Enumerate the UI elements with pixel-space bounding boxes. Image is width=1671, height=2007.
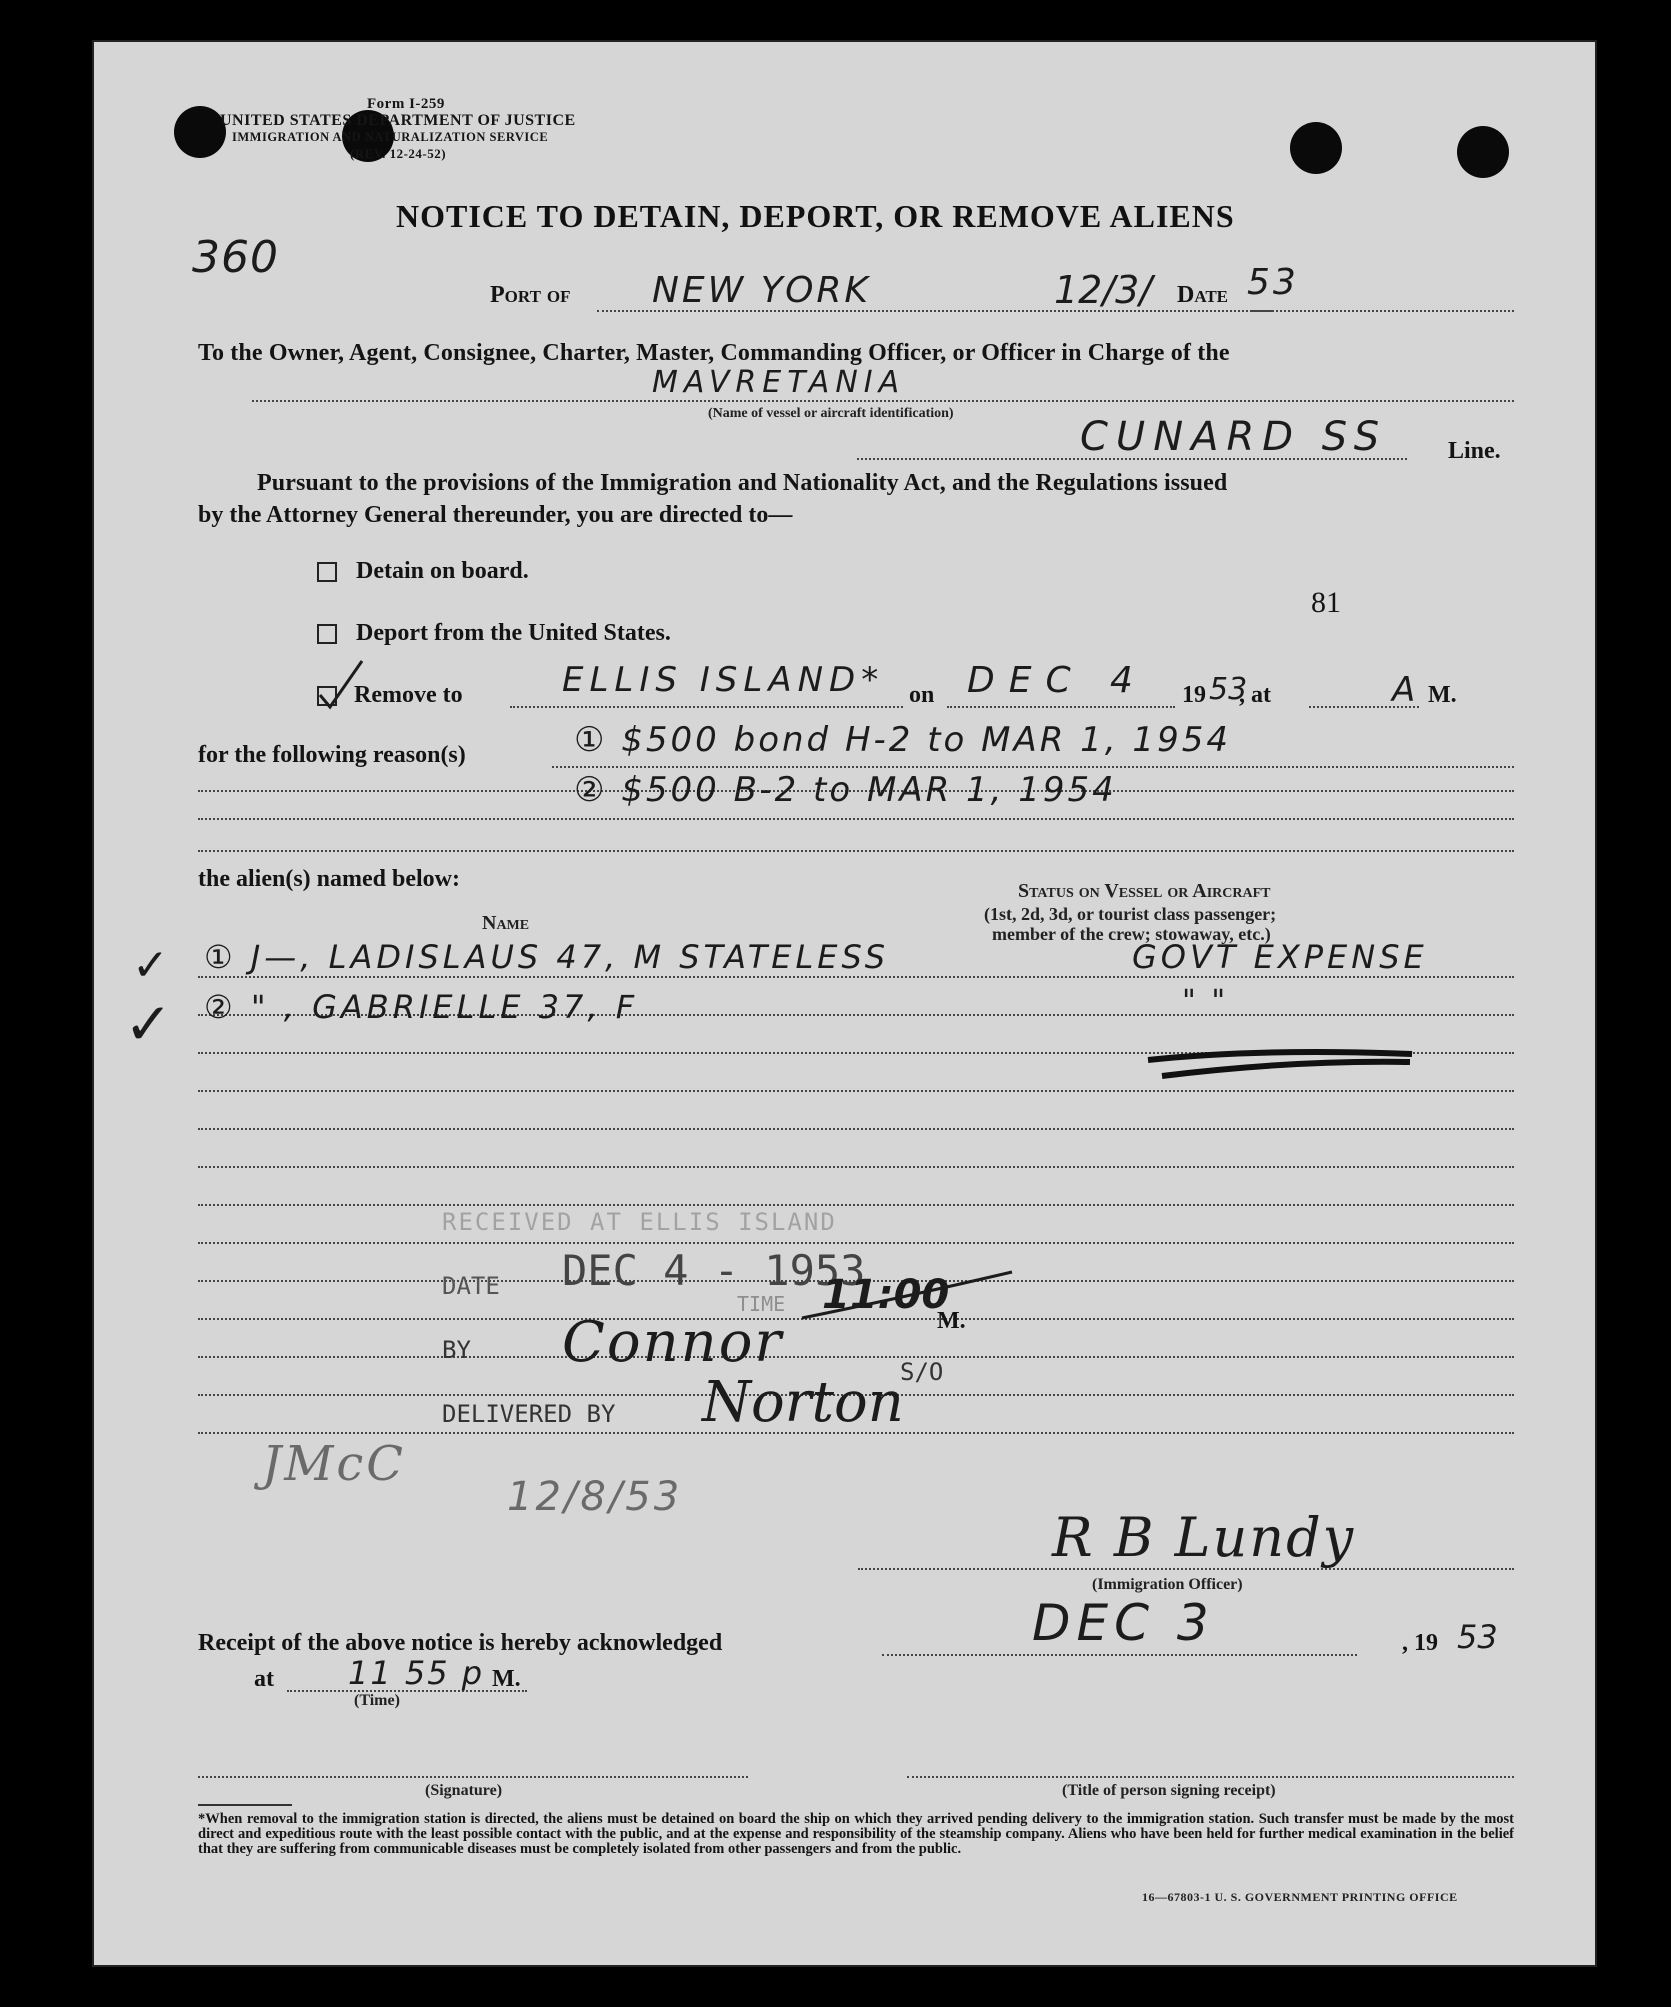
received-by-label: BY	[442, 1336, 471, 1364]
status-subheader-1: (1st, 2d, 3d, or tourist class passenger;	[984, 904, 1277, 924]
footnote-text: *When removal to the immigration station is directed, the aliens must be detained on board the ship on which they arrived pending delivery to the immigration station. Such transfer must be made by the most direct and expeditious route with the least possible contact with the public, and at the expense and responsibility of the steamship company. Aliens who have been held for further medical examination in the belief that they are suffering from communicable diseases must be completely isolated from other passengers and from the public.	[198, 1811, 1514, 1857]
margin-check-2: ✓	[124, 990, 176, 1058]
aliens-intro: the alien(s) named below:	[198, 866, 460, 892]
remove-date-line	[947, 706, 1175, 708]
receipt-year: 53	[1457, 1618, 1498, 1656]
receipt-title-caption: (Title of person signing receipt)	[1062, 1782, 1276, 1799]
reference-number: 81	[1311, 586, 1341, 619]
remove-year: 53	[1209, 672, 1248, 707]
received-by-signature: Connor	[562, 1310, 784, 1375]
receipt-date-line	[882, 1654, 1357, 1656]
line-label: Line.	[1448, 438, 1501, 464]
status-strike-scribble	[1142, 1040, 1422, 1090]
reason-line-4	[198, 850, 1514, 852]
agency-line-2: IMMIGRATION AND NATURALIZATION SERVICE	[232, 130, 549, 144]
line-company-value: CUNARD SS	[1080, 414, 1388, 460]
receipt-year-prefix: , 19	[1402, 1630, 1438, 1656]
receipt-time: 11 55 p	[348, 1654, 485, 1692]
receipt-m-label: M.	[492, 1666, 521, 1692]
received-date-label: DATE	[442, 1272, 500, 1300]
receipt-at-label: at	[254, 1666, 274, 1692]
remove-destination-line	[510, 706, 903, 708]
margin-check-1: ✓	[132, 940, 172, 991]
reason-line-3	[198, 818, 1514, 820]
date-label: Date	[1177, 282, 1229, 308]
port-value: NEW YORK	[652, 270, 872, 311]
form-number: Form I-259	[367, 96, 445, 112]
officer-line	[858, 1568, 1514, 1570]
vessel-caption: (Name of vessel or aircraft identification)	[708, 406, 954, 421]
received-m-label: M.	[937, 1308, 966, 1334]
reason-2: ② $500 B-2 to MAR 1, 1954	[574, 770, 1117, 810]
pursuant-line-2: by the Attorney General thereunder, you are directed to—	[198, 502, 793, 528]
receipt-title-line	[907, 1776, 1514, 1778]
alien-2-name: ② " , GABRIELLE 37, F	[204, 988, 639, 1026]
port-label: Port of	[490, 282, 571, 308]
signature-line	[198, 1776, 748, 1778]
vessel-line	[252, 400, 1514, 402]
receipt-text: Receipt of the above notice is hereby acknowledged	[198, 1630, 723, 1656]
officer-signature: R B Lundy	[1052, 1506, 1356, 1569]
remove-label: Remove to	[354, 682, 463, 708]
remove-time: A	[1392, 670, 1419, 710]
received-time-value: 11:00	[822, 1272, 950, 1318]
remove-year-prefix: 19	[1182, 682, 1206, 708]
received-stamp-line: RECEIVED AT ELLIS ISLAND	[442, 1208, 837, 1236]
delivered-by-signature: Norton	[702, 1370, 904, 1435]
print-code: 16—67803-1 U. S. GOVERNMENT PRINTING OFFICE	[1142, 1890, 1458, 1904]
notice-date-value: 12/3/	[1054, 268, 1153, 312]
reasons-label: for the following reason(s)	[198, 742, 466, 768]
received-date-value: DEC 4 - 1953	[562, 1246, 866, 1295]
alien-1-status: GOVT EXPENSE	[1132, 938, 1428, 976]
alien-1-name: ① J—, LADISLAUS 47, M STATELESS	[204, 938, 889, 976]
status-subheader-2: member of the crew; stowaway, etc.)	[992, 924, 1271, 944]
alien-2-status: " "	[1182, 984, 1229, 1019]
remove-date: DEC 4	[967, 660, 1147, 701]
footnote-rule	[198, 1804, 292, 1806]
file-number: 360	[192, 232, 279, 283]
remove-destination: ELLIS ISLAND*	[562, 660, 885, 700]
vessel-name: MAVRETANIA	[652, 365, 906, 400]
form-sheet	[92, 40, 1597, 1967]
receipt-date: DEC 3	[1032, 1594, 1215, 1652]
reviewer-initials: JMcC	[262, 1436, 406, 1492]
detain-label: Detain on board.	[356, 558, 529, 584]
status-column-header: Status on Vessel or Aircraft	[1018, 880, 1271, 902]
reason-1: ① $500 bond H-2 to MAR 1, 1954	[574, 720, 1231, 760]
receipt-time-caption: (Time)	[354, 1692, 400, 1709]
punch-hole-1	[174, 106, 226, 158]
detain-checkbox[interactable]	[317, 562, 337, 582]
signature-caption: (Signature)	[425, 1782, 503, 1799]
remove-on-label: on	[909, 682, 935, 708]
deport-checkbox[interactable]	[317, 624, 337, 644]
addressee-text: To the Owner, Agent, Consignee, Charter, Master, Commanding Officer, or Officer in Charge of the	[198, 340, 1230, 366]
punch-hole-3	[1290, 122, 1342, 174]
revision-date: (REV. 12-24-52)	[350, 146, 447, 161]
pursuant-line-1: Pursuant to the provisions of the Immigration and Nationality Act, and the Regulations issued	[257, 470, 1228, 496]
reviewer-date: 12/8/53	[507, 1474, 683, 1520]
remove-m-label: M.	[1428, 682, 1457, 708]
punch-hole-4	[1457, 126, 1509, 178]
date-line	[1252, 310, 1514, 312]
date-year-value: 53	[1247, 262, 1299, 303]
name-column-header: Name	[482, 912, 530, 934]
delivered-by-label: DELIVERED BY	[442, 1400, 616, 1428]
received-time-label: TIME	[737, 1292, 786, 1316]
remove-at-label: , at	[1239, 682, 1271, 708]
form-title: NOTICE TO DETAIN, DEPORT, OR REMOVE ALIENS	[396, 198, 1235, 234]
time-underline-stroke	[792, 1266, 1022, 1326]
agency-line-1: UNITED STATES DEPARTMENT OF JUSTICE	[220, 112, 576, 129]
received-so-label: S/O	[900, 1358, 944, 1386]
officer-caption: (Immigration Officer)	[1092, 1576, 1243, 1593]
reason-line-1	[552, 766, 1514, 768]
deport-label: Deport from the United States.	[356, 620, 671, 646]
